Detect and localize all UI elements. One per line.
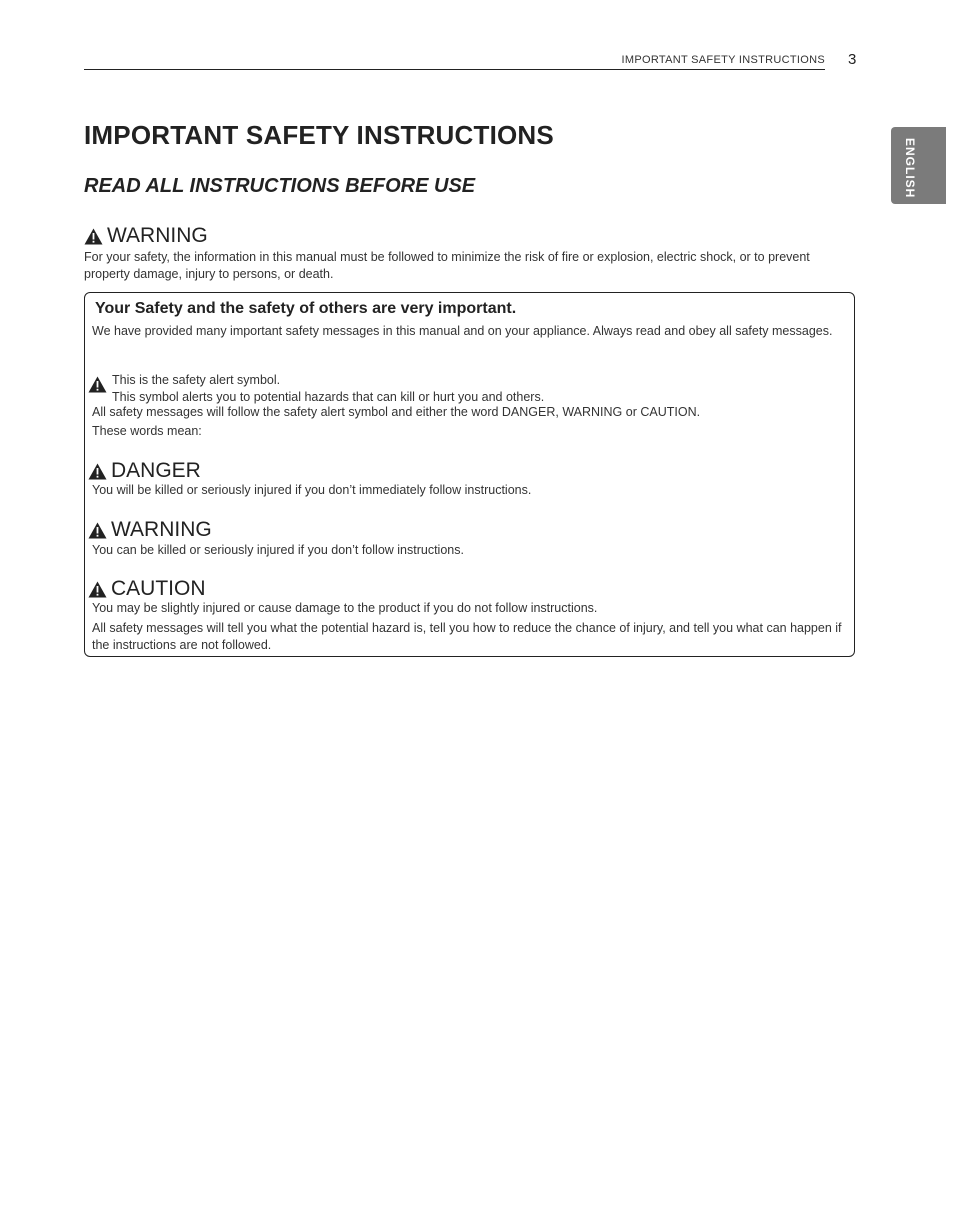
warning-level-signal-word: WARNING xyxy=(111,518,212,541)
warning-level-text: You can be killed or seriously injured if you don’t follow instructions. xyxy=(92,543,464,557)
warning-text: For your safety, the information in this manual must be followed to minimize the risk of fire or explosion, electric shock, or to prevent property damage, injury to persons, or death. xyxy=(84,250,810,281)
danger-alert-icon xyxy=(88,463,107,480)
words-mean-text: These words mean: xyxy=(92,424,202,438)
warning-level-heading xyxy=(88,518,212,542)
page-header xyxy=(84,50,825,70)
safety-box-intro: We have provided many important safety messages in this manual and on your appliance. Always read and obey all safety messages. xyxy=(92,324,833,338)
caution-alert-icon xyxy=(88,581,107,598)
danger-heading xyxy=(88,459,201,483)
language-tab xyxy=(891,127,946,204)
warning-heading xyxy=(84,224,208,248)
warning-signal-word: WARNING xyxy=(107,224,208,247)
page-number: 3 xyxy=(848,51,857,68)
caution-heading xyxy=(88,577,206,601)
alert-symbol-line-2: This symbol alerts you to potential hazards that can kill or hurt you and others. xyxy=(112,390,545,404)
language-tab-label: ENGLISH xyxy=(903,138,917,199)
caution-text: You may be slightly injured or cause damage to the product if you do not follow instructions. xyxy=(92,601,598,615)
safety-box-heading: Your Safety and the safety of others are very important. xyxy=(95,300,517,317)
danger-text: You will be killed or seriously injured if you don’t immediately follow instructions. xyxy=(92,483,532,497)
caution-signal-word: CAUTION xyxy=(111,577,206,600)
page-subtitle: READ ALL INSTRUCTIONS BEFORE USE xyxy=(84,175,476,197)
header-section-title: IMPORTANT SAFETY INSTRUCTIONS xyxy=(621,54,825,66)
danger-signal-word: DANGER xyxy=(111,459,201,482)
safety-alert-icon xyxy=(88,376,107,393)
page-title: IMPORTANT SAFETY INSTRUCTIONS xyxy=(84,120,554,150)
all-messages-text: All safety messages will follow the safety alert symbol and either the word DANGER, WARNING or CAUTION. xyxy=(92,405,701,419)
safety-alert-icon xyxy=(84,228,103,245)
alert-symbol-line-1: This is the safety alert symbol. xyxy=(112,373,281,387)
closing-text: All safety messages will tell you what the potential hazard is, tell you how to reduce the chance of injury, and tell you what can happen if the instructions are not followed. xyxy=(92,621,842,652)
warning-alert-icon xyxy=(88,522,107,539)
